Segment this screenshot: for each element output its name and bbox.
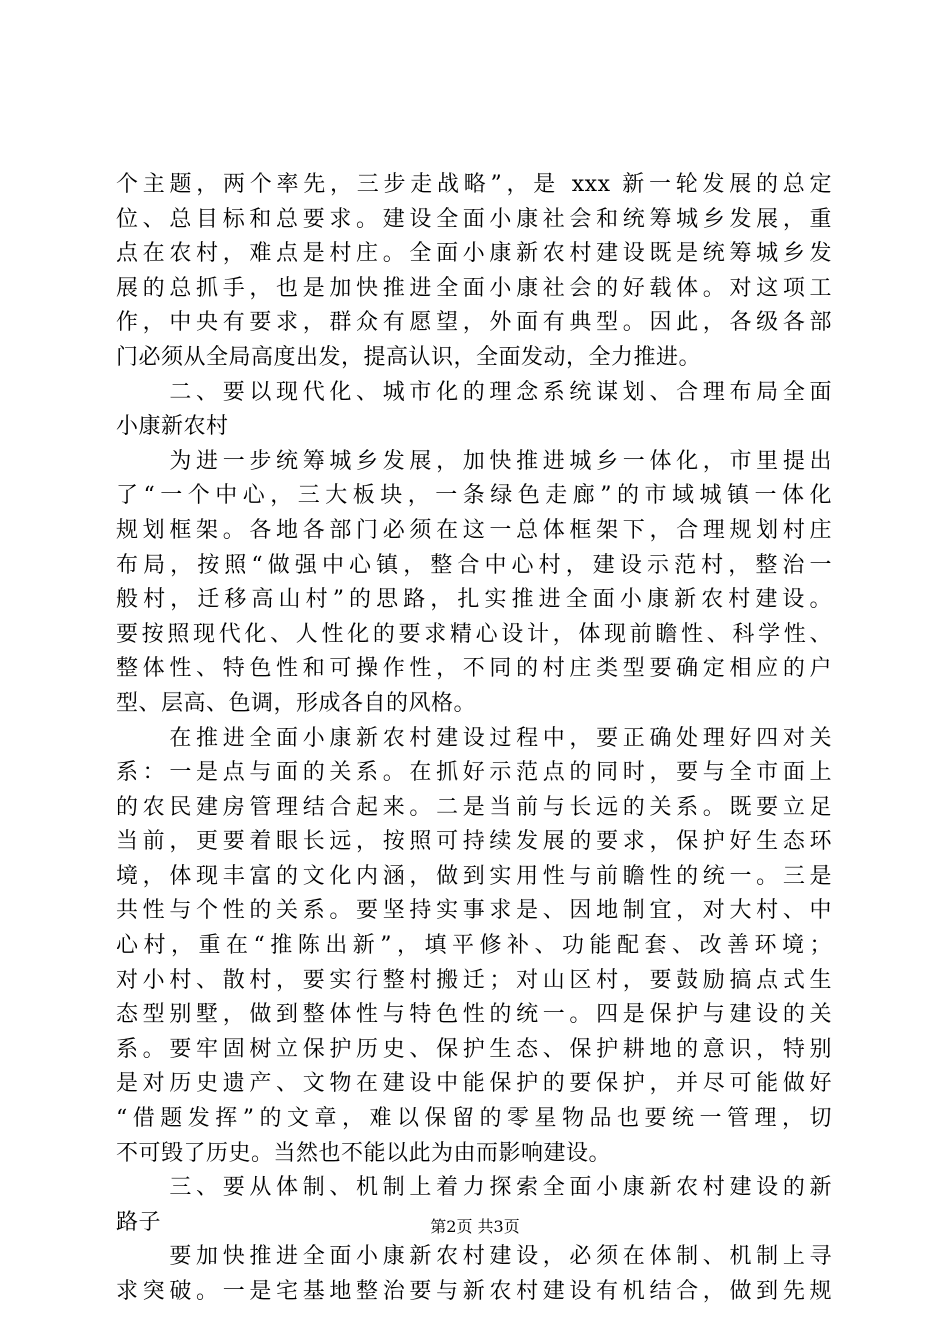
text-line: 心村，重在“推陈出新”，填平修补、功能配套、改善环境； [116, 933, 832, 959]
text-line: 当前，更要着眼长远，按照可持续发展的要求，保护好生态环 [116, 829, 832, 855]
text-line: 个主题，两个率先，三步走战略”，是 xxx 新一轮发展的总定 [116, 172, 832, 197]
text-line: 是对历史遗产、文物在建设中能保护的要保护，并尽可能做好 [116, 1071, 832, 1097]
text-line: 态型别墅，做到整体性与特色性的统一。四是保护与建设的关 [116, 1002, 832, 1028]
text-line: 二、要以现代化、城市化的理念系统谋划、合理布局全面 [116, 379, 832, 405]
text-line: “借题发挥”的文章，难以保留的零星物品也要统一管理，切 [116, 1106, 832, 1132]
text-line: 系。要牢固树立保护历史、保护生态、保护耕地的意识，特别 [116, 1036, 832, 1062]
text-line: 整体性、特色性和可操作性，不同的村庄类型要确定相应的户 [116, 656, 832, 682]
text-line: 型、层高、色调，形成各自的风格。 [116, 690, 477, 716]
text-line: 共性与个性的关系。要坚持实事求是、因地制宜，对大村、中 [116, 898, 832, 924]
text-line: 要加快推进全面小康新农村建设，必须在体制、机制上寻 [116, 1244, 832, 1270]
text-line: 门必须从全局高度出发，提高认识，全面发动，全力推进。 [116, 344, 702, 370]
text-line: 了“一个中心，三大板块，一条绿色走廊”的市域城镇一体化 [116, 483, 832, 509]
text-line: 规划框架。各地各部门必须在这一总体框架下，合理规划村庄 [116, 517, 832, 543]
body-text [116, 168, 832, 1310]
text-line: 三、要从体制、机制上着力探索全面小康新农村建设的新 [116, 1175, 832, 1201]
text-line: 小康新农村 [116, 414, 229, 440]
text-line: 展的总抓手，也是加快推进全面小康社会的好载体。对这项工 [116, 275, 832, 301]
text-line: 求突破。一是宅基地整治要与新农村建设有机结合，做到先规 [116, 1279, 832, 1304]
text-line: 般村，迁移高山村”的思路，扎实推进全面小康新农村建设。 [116, 587, 832, 613]
text-line: 对小村、散村，要实行整村搬迁；对山区村，要鼓励搞点式生 [116, 967, 832, 993]
text-line: 作，中央有要求，群众有愿望，外面有典型。因此，各级各部 [116, 310, 832, 336]
text-line: 位、总目标和总要求。建设全面小康社会和统筹城乡发展，重 [116, 206, 832, 232]
text-line: 为进一步统筹城乡发展，加快推进城乡一体化，市里提出 [116, 448, 832, 474]
text-line: 要按照现代化、人性化的要求精心设计，体现前瞻性、科学性、 [116, 621, 832, 647]
text-line: 的农民建房管理结合起来。二是当前与长远的关系。既要立足 [116, 794, 832, 820]
text-line: 路子 [116, 1209, 162, 1235]
text-line: 境，体现丰富的文化内涵，做到实用性与前瞻性的统一。三是 [116, 863, 832, 889]
page-footer: 第2页 共3页 [430, 1217, 520, 1236]
text-line: 不可毁了历史。当然也不能以此为由而影响建设。 [116, 1140, 612, 1166]
text-line: 布局，按照“做强中心镇，整合中心村，建设示范村，整治一 [116, 552, 832, 578]
text-line: 在推进全面小康新农村建设过程中，要正确处理好四对关 [116, 725, 832, 751]
text-line: 系：一是点与面的关系。在抓好示范点的同时，要与全市面上 [116, 760, 832, 786]
text-line: 点在农村，难点是村庄。全面小康新农村建设既是统筹城乡发 [116, 241, 832, 267]
